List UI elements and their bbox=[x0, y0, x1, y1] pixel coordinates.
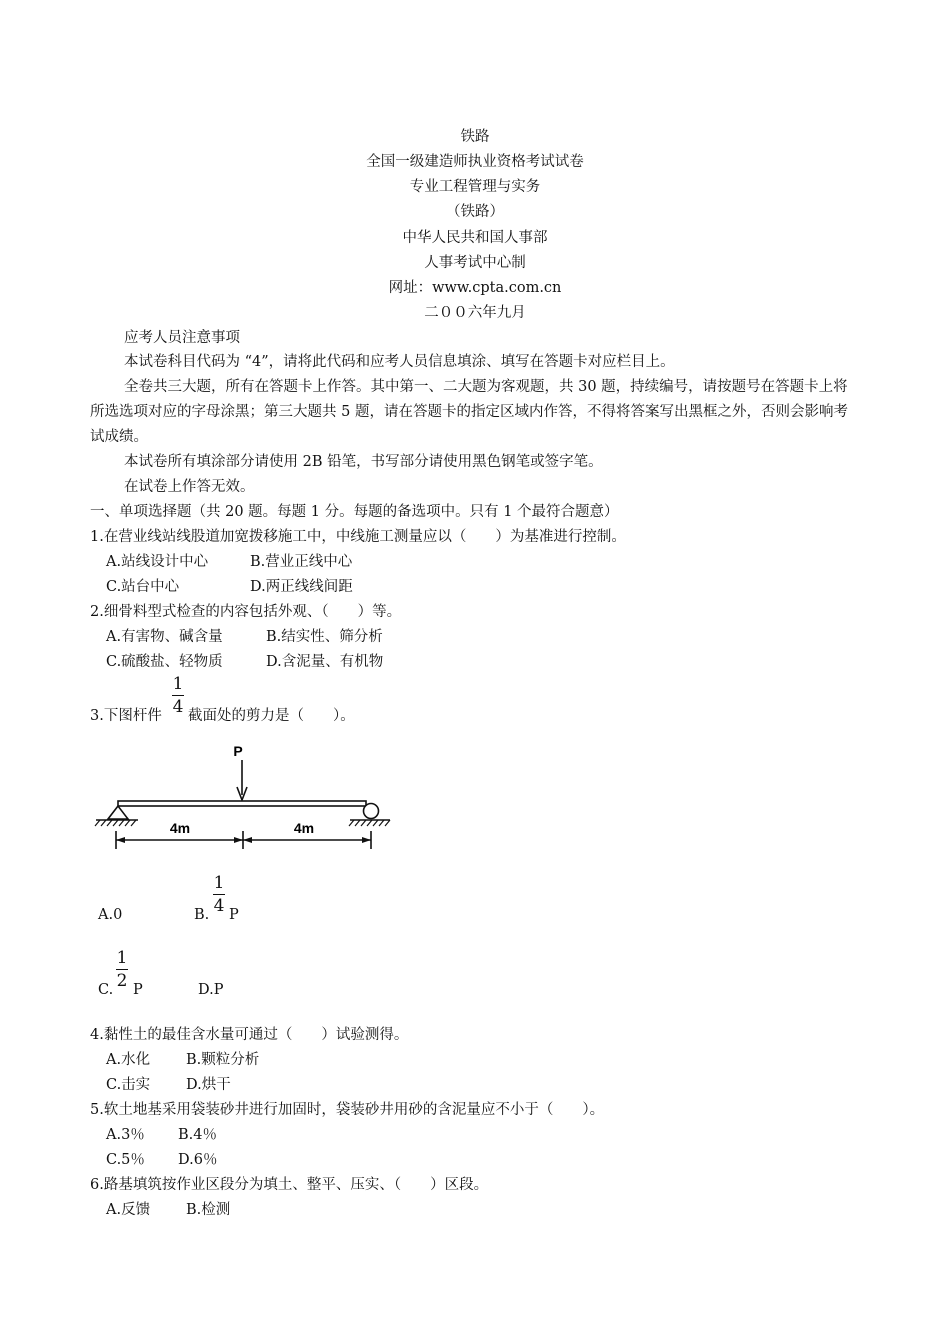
beam bbox=[118, 801, 366, 806]
notice-title: 应考人员注意事项 bbox=[124, 330, 240, 346]
fraction-bar bbox=[172, 695, 184, 696]
question-1-option-c: C.站台中心 bbox=[106, 579, 180, 595]
fraction-numerator: 1 bbox=[213, 873, 225, 893]
header-exam-title: 全国一级建造师执业资格考试试卷 bbox=[366, 154, 584, 170]
question-6-stem: 6.路基填筑按作业区段分为填土、整平、压实、（ ）区段。 bbox=[90, 1177, 489, 1193]
question-3-option-b-label: B. bbox=[194, 907, 210, 923]
notice-paragraph-4: 在试卷上作答无效。 bbox=[124, 479, 255, 495]
fraction-bar bbox=[213, 894, 225, 895]
notice-paragraph-3: 本试卷所有填涂部分请使用 2B 铅笔，书写部分请使用黑色钢笔或签字笔。 bbox=[124, 454, 603, 470]
fraction-numerator: 1 bbox=[172, 674, 184, 694]
question-2-option-b: B.结实性、筛分析 bbox=[266, 629, 383, 645]
question-1-option-a: A.站线设计中心 bbox=[106, 554, 209, 570]
fraction-bar bbox=[116, 969, 128, 970]
left-ground-hatch bbox=[95, 820, 136, 826]
notice-paragraph-1: 本试卷科目代码为 “4”，请将此代码和应考人员信息填涂、填写在答题卡对应栏目上。 bbox=[124, 354, 675, 370]
question-4-stem: 4.黏性土的最佳含水量可通过（ ）试验测得。 bbox=[90, 1027, 409, 1043]
header-website: 网址：www.cpta.com.cn bbox=[388, 280, 562, 296]
header-center: 人事考试中心制 bbox=[424, 255, 526, 271]
question-5-option-b: B.4％ bbox=[178, 1127, 217, 1143]
question-4-option-d: D.烘干 bbox=[186, 1077, 231, 1093]
question-2-option-d: D.含泥量、有机物 bbox=[266, 654, 384, 670]
fraction-denominator: 4 bbox=[213, 896, 225, 916]
question-5-option-c: C.5％ bbox=[106, 1152, 145, 1168]
fraction-numerator: 1 bbox=[116, 948, 128, 968]
fraction-denominator: 4 bbox=[172, 697, 184, 717]
question-1-stem: 1.在营业线站线股道加宽拨移施工中，中线施工测量应以（ ）为基准进行控制。 bbox=[90, 529, 626, 545]
header-subject: 专业工程管理与实务 bbox=[409, 179, 541, 195]
question-4-option-a: A.水化 bbox=[106, 1052, 151, 1068]
question-5-option-d: D.6％ bbox=[178, 1152, 218, 1168]
fraction-denominator: 2 bbox=[116, 971, 128, 991]
right-span-label: 4m bbox=[293, 820, 315, 836]
question-2-option-a: A.有害物、碱含量 bbox=[106, 629, 223, 645]
question-3-option-b-fraction bbox=[213, 873, 225, 916]
simply-supported-beam-figure bbox=[92, 740, 402, 855]
question-3-option-c-label: C. bbox=[98, 982, 114, 998]
notice-paragraph-2: 全卷共三大题，所有在答题卡上作答。其中第一、二大题为客观题，共 30 题，持续编号，请按题号在答题卡上将所选选项对应的字母涂黑；第三大题共 5 题，请在答题卡的指定区域内作答，不得将答案写出黑框之外，否则会影响考试成绩。 bbox=[90, 379, 848, 445]
roller-support bbox=[364, 804, 379, 819]
question-5-stem: 5.软土地基采用袋装砂井进行加固时，袋装砂井用砂的含泥量应不小于（ ）。 bbox=[90, 1102, 605, 1118]
section-heading: 一、单项选择题（共 20 题。每题 1 分。每题的备选项中。只有 1 个最符合题意） bbox=[90, 504, 619, 520]
header-date: 二００六年九月 bbox=[424, 305, 526, 321]
question-3-option-a: A.0 bbox=[98, 907, 123, 923]
header-subject-category: （铁路） bbox=[446, 204, 504, 220]
question-5-option-a: A.3％ bbox=[106, 1127, 145, 1143]
question-2-option-c: C.硫酸盐、轻物质 bbox=[106, 654, 223, 670]
question-4-option-c: C.击实 bbox=[106, 1077, 151, 1093]
question-3-stem-end: 截面处的剪力是（ ）。 bbox=[188, 708, 355, 724]
question-4-option-b: B.颗粒分析 bbox=[186, 1052, 260, 1068]
question-3-option-c-fraction bbox=[116, 948, 128, 991]
left-span-label: 4m bbox=[169, 820, 191, 836]
question-3-option-b-unit: P bbox=[229, 907, 239, 923]
question-2-stem: 2.细骨料型式检查的内容包括外观、（ ）等。 bbox=[90, 604, 402, 620]
question-3-stem-start: 3.下图杆件 bbox=[90, 708, 162, 724]
question-6-option-b: B.检测 bbox=[186, 1202, 231, 1218]
question-6-option-a: A.反馈 bbox=[106, 1202, 151, 1218]
pin-support bbox=[108, 806, 128, 819]
question-3-fraction bbox=[172, 674, 184, 717]
question-3-option-d: D.P bbox=[198, 982, 224, 998]
right-ground-hatch bbox=[349, 820, 390, 826]
question-1-option-b: B.营业正线中心 bbox=[250, 554, 353, 570]
question-3-option-c-unit: P bbox=[133, 982, 143, 998]
header-ministry: 中华人民共和国人事部 bbox=[402, 230, 548, 246]
question-1-option-d: D.两正线线间距 bbox=[250, 579, 353, 595]
load-label: P bbox=[233, 743, 243, 759]
header-line-1: 铁路 bbox=[460, 129, 490, 145]
